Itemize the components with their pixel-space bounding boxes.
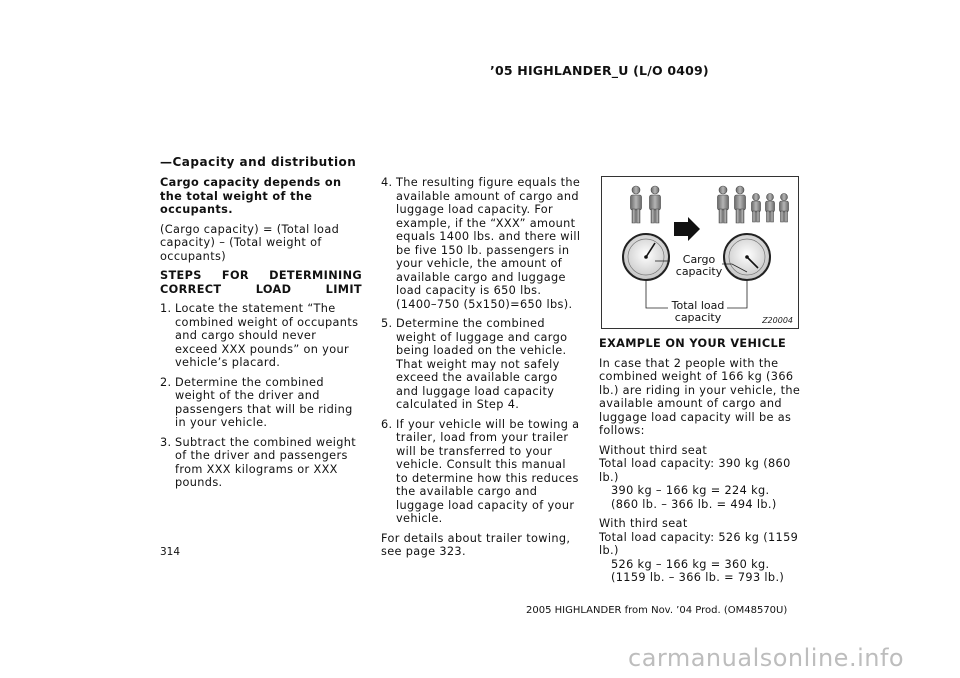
arrow-right-icon xyxy=(674,217,700,241)
steps-list-left xyxy=(160,302,362,490)
with-heading: With third seat xyxy=(599,517,688,530)
person-icon-left-2 xyxy=(650,186,661,223)
step-item xyxy=(381,176,581,311)
footer-edition: 2005 HIGHLANDER from Nov. ’04 Prod. (OM48570U) xyxy=(526,605,788,616)
total-load-capacity-label: Total load capacity xyxy=(671,299,725,324)
person-icon-right-3 xyxy=(752,194,761,223)
column-left xyxy=(160,176,362,496)
column-middle xyxy=(381,176,581,565)
section-title: —Capacity and distribution xyxy=(160,155,357,169)
step-number: 6. xyxy=(381,417,393,431)
person-icon-left-1 xyxy=(631,186,642,223)
person-icon-right-5 xyxy=(780,194,789,223)
without-calc-lb: (860 lb. – 366 lb. = 494 lb.) xyxy=(611,497,777,511)
step-item xyxy=(160,436,362,490)
person-icon-right-2 xyxy=(735,186,746,223)
step-item xyxy=(381,317,581,412)
load-capacity-illustration xyxy=(601,176,799,329)
with-total: Total load capacity: 526 kg (1159 lb.) xyxy=(599,530,799,557)
with-calc-kg: 526 kg – 166 kg = 360 kg. xyxy=(611,557,770,571)
gauge-icon-left xyxy=(623,234,669,280)
step-text: Subtract the combined weight of the driver and passengers from XXX kilograms or XXX pounds. xyxy=(175,435,357,489)
person-icon-right-4 xyxy=(766,194,775,223)
steps-heading: STEPS FOR DETERMINING CORRECT LOAD LIMIT xyxy=(160,269,362,296)
example-without-third-seat xyxy=(599,444,801,512)
step-text: Determine the combined weight of the driver and passengers that will be riding in your vehicle. xyxy=(175,375,353,429)
example-heading: EXAMPLE ON YOUR VEHICLE xyxy=(599,337,787,350)
step-text: Determine the combined weight of luggage and cargo being loaded on the vehicle. That weight may not safely exceed the available cargo and luggage load capacity calculated in Step 4. xyxy=(396,317,568,411)
step-text: If your vehicle will be towing a trailer, load from your trailer will be transferred to your vehicle. Consult this manual to determine how this reduces the available cargo and luggage load capacity of your vehicle. xyxy=(396,417,580,525)
step-text: Locate the statement “The combined weight of occupants and cargo should never exceed XXX pounds” on your vehicle’s placard. xyxy=(175,302,359,369)
step-number: 4. xyxy=(381,176,393,189)
steps-list-middle xyxy=(381,176,581,526)
trailer-note: For details about trailer towing, see page 323. xyxy=(381,531,571,558)
step-item xyxy=(160,376,362,430)
step-number: 5. xyxy=(381,317,393,330)
without-heading: Without third seat xyxy=(599,443,708,457)
gauge-icon-right xyxy=(724,234,770,280)
step-number: 2. xyxy=(160,375,172,389)
watermark: carmanualsonline.info xyxy=(628,644,905,672)
figure-code: Z20004 xyxy=(762,316,793,325)
person-icon-right-1 xyxy=(718,186,729,223)
running-header: ’05 HIGHLANDER_U (L/O 0409) xyxy=(490,63,709,78)
step-number: 3. xyxy=(160,435,172,449)
page-number: 314 xyxy=(160,546,181,558)
example-intro: In case that 2 people with the combined weight of 166 kg (366 lb.) are riding in your vehicle, the available amount of cargo and luggage load capacity will be as follows: xyxy=(599,356,801,437)
without-total: Total load capacity: 390 kg (860 lb.) xyxy=(599,457,791,484)
example-with-third-seat xyxy=(599,517,801,585)
intro-statement: Cargo capacity depends on the total weight of the occupants. xyxy=(160,176,342,216)
without-calc-kg: 390 kg – 166 kg = 224 kg. xyxy=(611,484,770,497)
capacity-formula: (Cargo capacity) = (Total load capacity) – (Total weight of occupants) xyxy=(160,222,340,263)
step-item xyxy=(160,302,362,370)
step-number: 1. xyxy=(160,302,172,315)
cargo-capacity-label: Cargo capacity xyxy=(675,253,723,278)
column-right xyxy=(599,337,801,585)
step-text: The resulting figure equals the available amount of cargo and luggage load capacity. For example, if the “XXX” amount equals 1400 lbs. and there will be five 150 lb. passengers in your vehicle, the amount of available cargo and luggage load capacity is 650 lbs. (1400–750 (5x150)=650 lbs). xyxy=(396,176,581,311)
with-calc-lb: (1159 lb. – 366 lb. = 793 lb.) xyxy=(611,571,785,584)
step-item xyxy=(381,418,581,526)
